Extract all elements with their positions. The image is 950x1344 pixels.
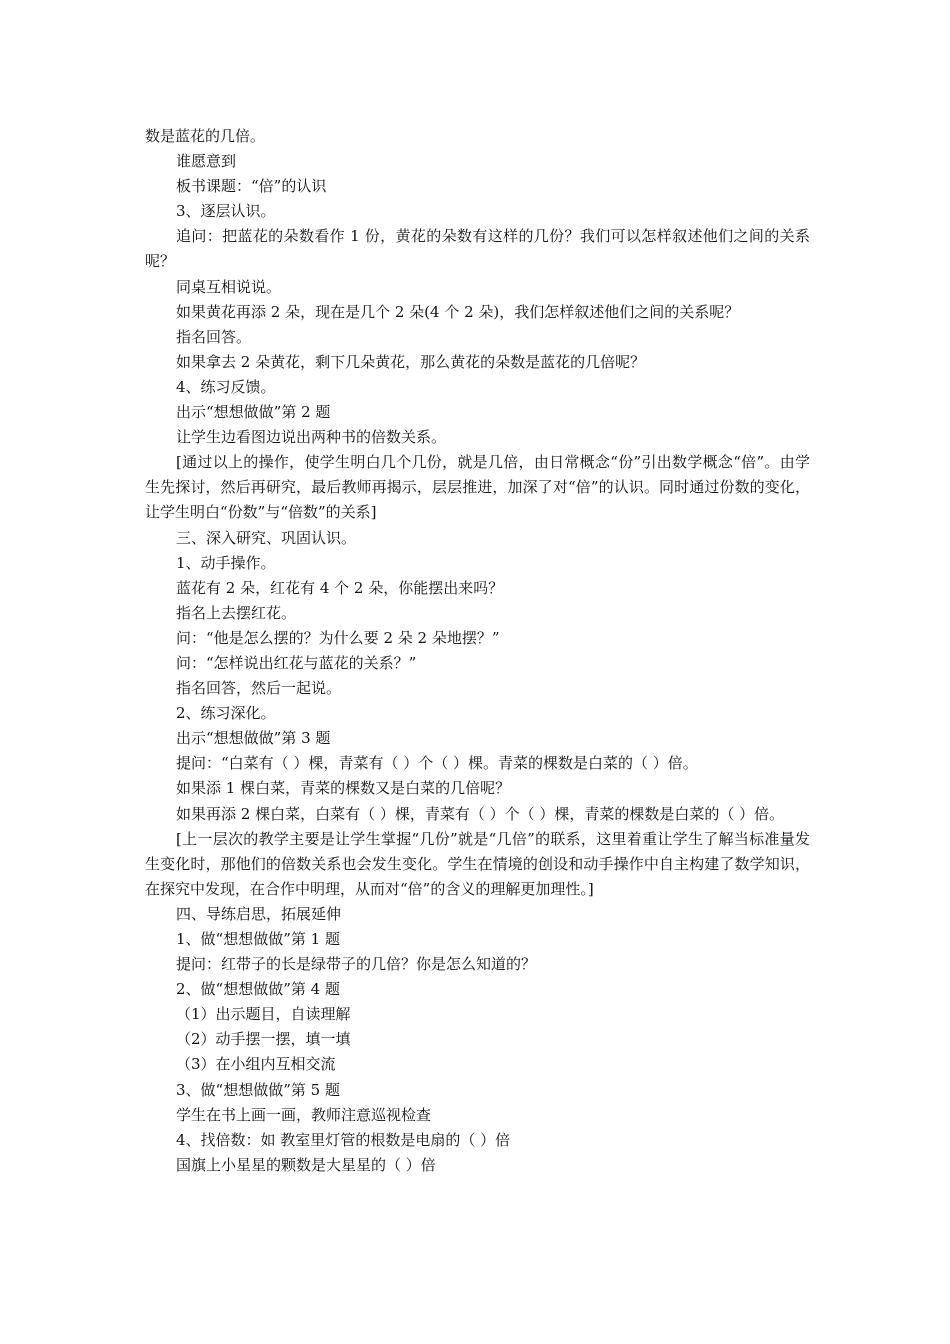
paragraph: 追问：把蓝花的朵数看作 1 份，黄花的朵数有这样的几份？我们可以怎样叙述他们之间的关系呢？: [145, 227, 810, 271]
paragraph: [上一层次的教学主要是让学生掌握“几份”就是“几倍”的联系，这里着重让学生了解当标准量发生变化时，那他们的倍数关系也会发生变化。学生在情境的创设和动手操作中自主构建了数学知识，在探究中发现，在合作中明理，从而对“倍”的含义的理解更加理性。]: [145, 829, 810, 898]
paragraph: 学生在书上画一画，教师注意巡视检查: [176, 1105, 432, 1124]
paragraph: 问：“怎样说出红花与蓝花的关系？”: [176, 653, 417, 672]
paragraph: 问：“他是怎么摆的？为什么要 2 朵 2 朵地摆？”: [176, 628, 500, 647]
paragraph: 如果再添 2 棵白菜，白菜有（ ）棵，青菜有（ ）个（ ）棵，青菜的棵数是白菜的（ ）倍。: [176, 804, 785, 823]
paragraph: 指名回答，然后一起说。: [176, 679, 342, 698]
paragraph: 国旗上小星星的颗数是大星星的（ ）倍: [176, 1155, 436, 1174]
paragraph: 指名上去摆红花。: [176, 603, 297, 622]
paragraph: 2、做“想想做做”第 4 题: [176, 980, 340, 999]
paragraph: 板书课题：“倍”的认识: [176, 177, 327, 196]
paragraph: 如果黄花再添 2 朵，现在是几个 2 朵(4 个 2 朵)，我们怎样叙述他们之间的关系呢？: [176, 302, 740, 321]
paragraph: 四、导练启思，拓展延伸: [176, 904, 342, 923]
paragraph: 同桌互相说说。: [176, 277, 282, 296]
paragraph: （3）在小组内互相交流: [176, 1055, 336, 1074]
paragraph: （1）出示题目，自读理解: [176, 1005, 351, 1024]
paragraph: 4、练习反馈。: [176, 377, 276, 396]
paragraph: 三、深入研究、巩固认识。: [176, 528, 357, 547]
paragraph: 如果添 1 棵白菜，青菜的棵数又是白菜的几倍呢？: [176, 779, 511, 798]
paragraph: 提问：红带子的长是绿带子的几倍？你是怎么知道的？: [176, 955, 537, 974]
paragraph: 提问：“白菜有（ ）棵，青菜有（ ）个（ ）棵。青菜的棵数是白菜的（ ）倍。: [176, 754, 698, 773]
paragraph: 指名回答。: [176, 327, 252, 346]
paragraph: 谁愿意到: [176, 152, 237, 171]
paragraph: （2）动手摆一摆，填一填: [176, 1030, 351, 1049]
paragraph: 数是蓝花的几倍。: [145, 127, 266, 145]
paragraph: 1、动手操作。: [176, 553, 276, 572]
paragraph: 4、找倍数：如 教室里灯管的根数是电扇的（ ）倍: [176, 1130, 511, 1149]
document-body: [145, 124, 810, 1178]
paragraph: 2、练习深化。: [176, 704, 276, 723]
paragraph: 1、做“想想做做”第 1 题: [176, 930, 340, 948]
paragraph: 3、逐层认识。: [176, 202, 276, 221]
paragraph: 出示“想想做做”第 3 题: [176, 729, 331, 748]
paragraph: 出示“想想做做”第 2 题: [176, 403, 331, 422]
paragraph: [通过以上的操作，使学生明白几个几份，就是几倍，由日常概念“份”引出数学概念“倍”。由学生先探讨，然后再研究，最后教师再揭示，层层推进，加深了对“倍”的认识。同时通过份数的变化，让学生明白“份数”与“倍数”的关系]: [145, 453, 810, 522]
paragraph: 蓝花有 2 朵，红花有 4 个 2 朵，你能摆出来吗？: [176, 578, 504, 597]
paragraph: 3、做“想想做做”第 5 题: [176, 1080, 340, 1099]
paragraph: 如果拿去 2 朵黄花，剩下几朵黄花，那么黄花的朵数是蓝花的几倍呢？: [176, 352, 646, 371]
paragraph: 让学生边看图边说出两种书的倍数关系。: [176, 428, 447, 447]
